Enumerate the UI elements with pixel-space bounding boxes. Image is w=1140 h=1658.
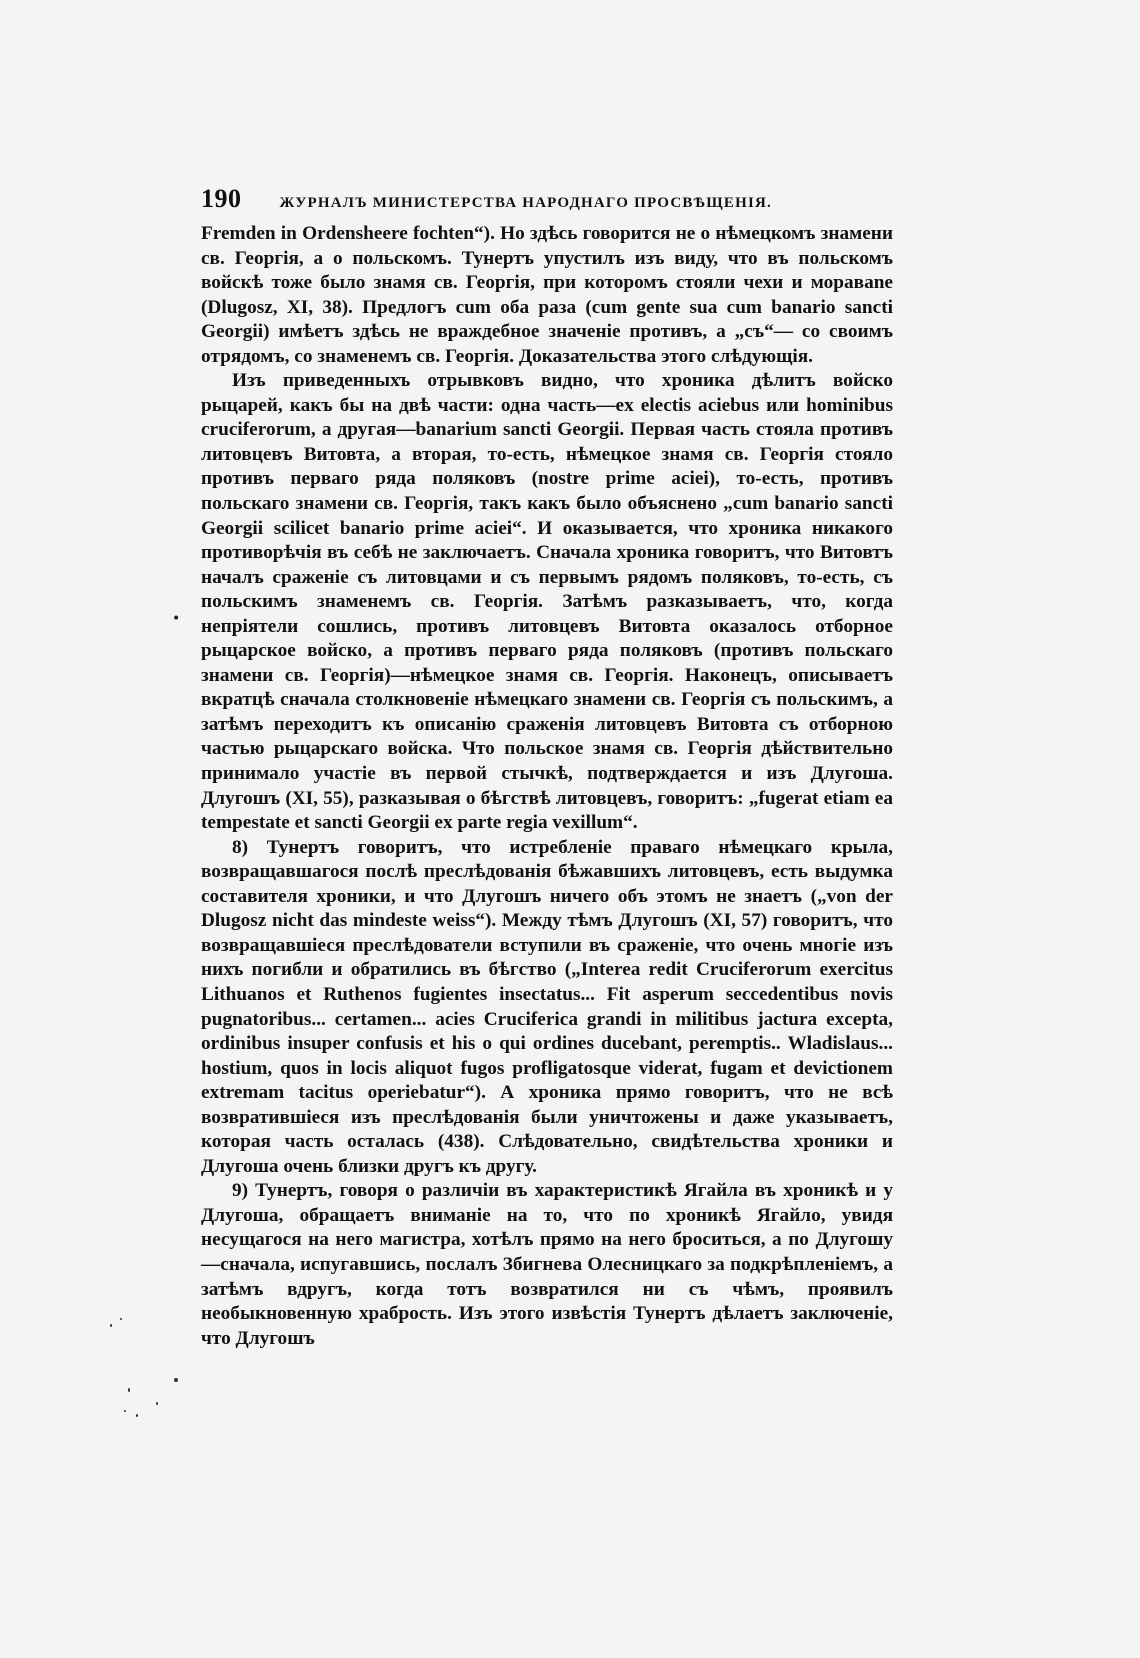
running-title: ЖУРНАЛЪ МИНИСТЕРСТВА НАРОДНАГО ПРОСВѢЩЕНІЯ. [279,195,772,211]
paragraph-continuation: Fremden in Ordensheere fochten“). Но здѣсь говорится не о нѣмецкомъ знамени св. Георгія, а о польскомъ. Тунертъ упустилъ изъ виду, что въ польскомъ войскѣ тоже было знамя св. Георгія, при которомъ стояли чехи и моравane (Dlugosz, XI, 38). Предлогъ cum оба раза (cum gente sua cum banario sancti Georgii) имѣетъ здѣсь не враждебное значеніе противъ, а „съ“— со своимъ отрядомъ, со знаменемъ св. Георгія. Доказательства этого слѣдующія. [201,223,893,367]
margin-dot: • [172,611,181,627]
page-header [201,184,881,214]
paragraph: 8) Тунертъ говоритъ, что истребленіе праваго нѣмецкаго крыла, возвращавшагося послѣ преслѣдованія бѣжавшихъ литовцевъ, есть выдумка составителя хроники, и что Длугошъ ничего объ этомъ не знаетъ („von der Dlugosz nicht das mindeste weiss“). Между тѣмъ Длугошъ (XI, 57) говоритъ, что возвращавшіеся преслѣдователи вступили въ сраженіе, что очень многіе изъ нихъ погибли и обратились въ бѣгство („Interea redit Cruciferorum exercitus Lithuanos et Ruthenos fugientes insectatus... Fit asperum seccedentibus novis pugnatoribus... certamen... acies Cruciferica grandi in militibus jactura excepta, ordinibus insuper confusis et his o qui ordines ducebant, peremptis.. Wladislaus... hostium, quos in locis aliquot fugos profligatosque viderat, fugam et devictionem extremam tacitus operiebatur“). А хроника прямо говоритъ, что не всѣ возвратившіеся изъ преслѣдованія были уничтожены и даже указываетъ, которая часть осталась (438). Слѣдовательно, свидѣтельства хроники и Длугоша очень близки другъ къ другу. [201,836,893,1177]
paragraph: Изъ приведенныхъ отрывковъ видно, что хроника дѣлитъ войско рыцарей, какъ бы на двѣ части: одна часть—ex electis aciebus или hominibus cruciferorum, а другая—banarium sancti Georgii. Первая часть стояла противъ литовцевъ Витовта, а вторая, то-есть, нѣмецкое знамя св. Георгія стояло противъ перваго ряда поляковъ (nostre prime aciei), то-есть, противъ польскаго знамени св. Георгія, такъ какъ было объяснено „cum banario sancti Georgii scilicet banario prime aciei“. И оказывается, что хроника никакого противорѣчія въ себѣ не заключаетъ. Сначала хроника говоритъ, что Витовтъ началъ сраженіе съ литовцами и съ первымъ рядомъ поляковъ, то-есть, съ польскимъ знаменемъ св. Георгія. Затѣмъ разказываетъ, что, когда непріятели сошлись, противъ литовцевъ Витовта оказалось отборное рыцарское войско, а противъ перваго ряда поляковъ (противъ польскаго знамени св. Георгія)—нѣмецкое знамя св. Георгія. Наконецъ, описываетъ вкратцѣ сначала столкновеніе нѣмецкаго знамени св. Георгія съ польскимъ, а затѣмъ переходитъ къ описанію сраженія литовцевъ Витовта съ отборною частью рыцарскаго войска. Что польское знамя св. Георгія дѣйствительно принимало участіе въ первой стычкѣ, подтверждается и изъ Длугоша. Длугошъ (XI, 55), разказывая о бѣгствѣ литовцевъ, говоритъ: „fugerat etiam ea tempestate et sancti Georgii ex parte regia vexillum“. [201,370,893,834]
page-number: 190 [201,184,242,213]
scan-specks [108,1310,198,1430]
paragraph: 9) Тунертъ, говоря о различіи въ характеристикѣ Ягайла въ хроникѣ и у Длугоша, обращаетъ вниманіе на то, что по хроникѣ Ягайло, увидя несущагося на него магистра, хотѣлъ прямо на него броситься, а по Длугошу—сначала, испугавшись, послалъ Збигнева Олесницкаго за подкрѣпленіемъ, а затѣмъ вдругъ, когда тотъ возвратился ни съ чѣмъ, проявилъ необыкновенную храбрость. Изъ этого извѣстія Тунертъ дѣлаетъ заключеніе, что Длугошъ [201,1180,893,1349]
body-text [201,222,893,1351]
